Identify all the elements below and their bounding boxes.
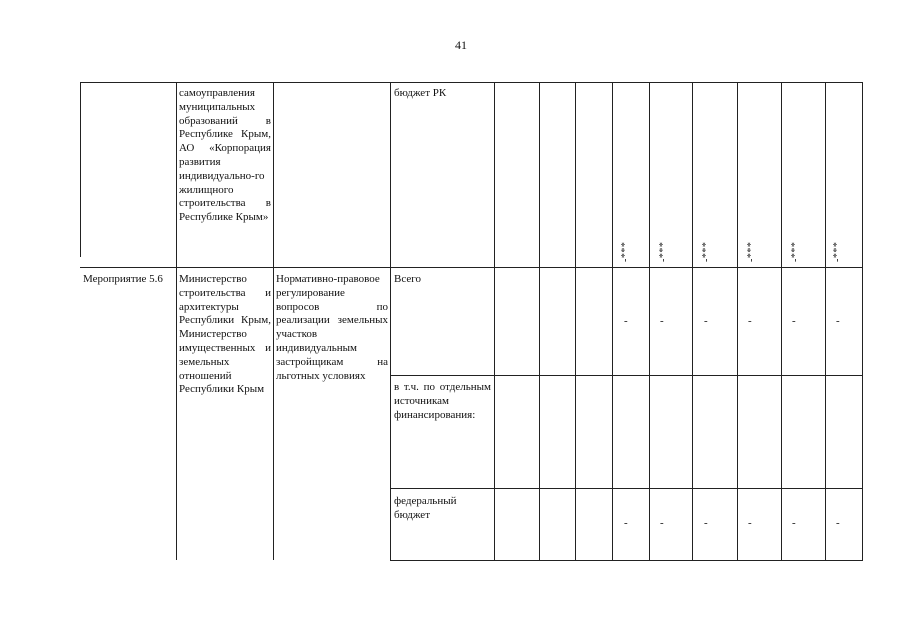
row-divider	[80, 267, 863, 268]
value-cell: -***	[832, 241, 843, 262]
source-budget-rk: бюджет РК	[394, 87, 447, 99]
value-cell: -***	[790, 241, 801, 262]
value-cell: -***	[701, 241, 712, 262]
value-cell: -	[660, 315, 664, 327]
source-total: Всего	[394, 273, 421, 285]
value-cell: -	[792, 517, 796, 529]
source-breakdown-label: в т.ч. по отдельным источникам финансирования:	[394, 381, 491, 421]
value-cell: -***	[658, 241, 669, 262]
event-executor: Министерство строительства и архитектуры Республики Крым, Министерство имущественных и земельных отношений Республики Крым	[179, 273, 271, 396]
col-line	[649, 82, 650, 560]
col-line	[781, 82, 782, 560]
source-federal: федеральный бюджет	[394, 495, 457, 521]
value-cell: -***	[620, 241, 631, 262]
subrow-divider	[390, 375, 863, 376]
value-cell: -	[660, 517, 664, 529]
page-number: 41	[455, 38, 467, 52]
col-line	[692, 82, 693, 560]
col-line	[862, 82, 863, 560]
subrow-divider	[390, 488, 863, 489]
value-cell: -	[624, 315, 628, 327]
value-cell: -	[704, 517, 708, 529]
col-line	[575, 82, 576, 560]
value-cell: -	[748, 315, 752, 327]
value-cell: -	[748, 517, 752, 529]
col-line	[494, 82, 495, 560]
col-line	[80, 82, 81, 257]
col-line	[737, 82, 738, 560]
col-line	[273, 82, 274, 560]
event-number: Мероприятие 5.6	[83, 273, 163, 285]
value-cell: -	[792, 315, 796, 327]
event-description: Нормативно-правовое регулирование вопросов по реализации земельных участков индивидуальным застройщикам на льготных условиях	[276, 273, 388, 382]
col-line	[176, 82, 177, 560]
executor-continuation: самоуправления муниципальных образований в Республике Крым, АО «Корпорация развития индивидуально-го жилищного строительства в Республике Крым»	[179, 87, 271, 224]
value-cell: -	[624, 517, 628, 529]
table-top-border	[80, 82, 863, 83]
value-cell: -	[836, 517, 840, 529]
value-cell: -	[704, 315, 708, 327]
col-line	[390, 82, 391, 560]
value-cell: -	[836, 315, 840, 327]
col-line	[539, 82, 540, 560]
col-line	[825, 82, 826, 560]
col-line	[612, 82, 613, 560]
table-bottom-border	[390, 560, 863, 561]
value-cell: -***	[746, 241, 757, 262]
